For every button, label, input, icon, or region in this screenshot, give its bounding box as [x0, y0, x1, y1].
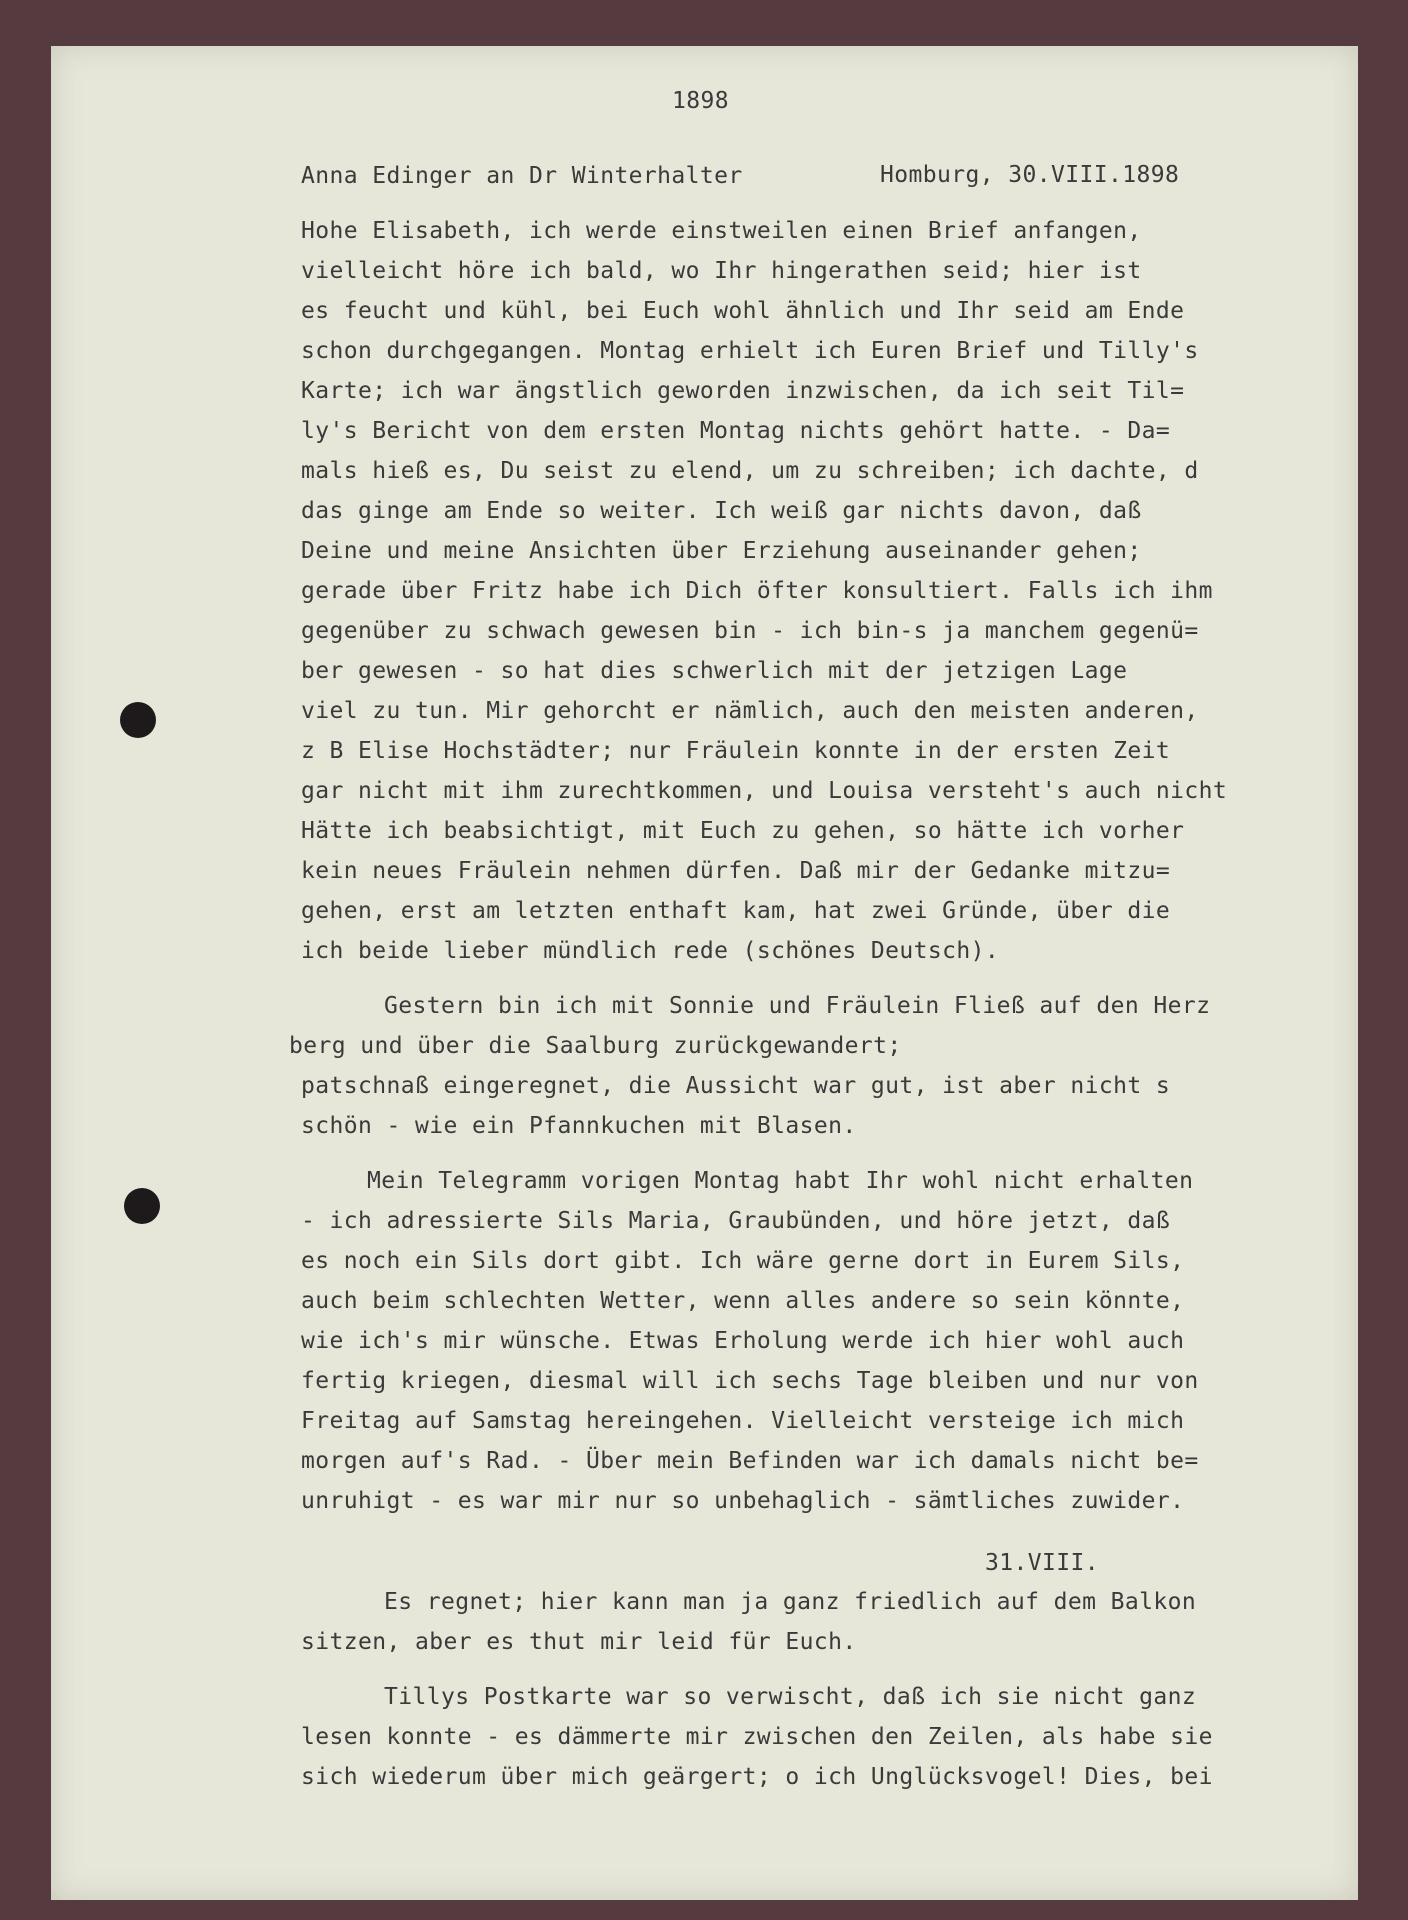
text-line: Freitag auf Samstag hereingehen. Vielleicht versteige ich mich — [301, 1408, 1185, 1434]
text-line: sich wiederum über mich geärgert; o ich Unglücksvogel! Dies, bei — [301, 1764, 1213, 1790]
text-line: auch beim schlechten Wetter, wenn alles andere so sein könnte, — [301, 1288, 1185, 1314]
page-year: 1898 — [672, 88, 729, 114]
text-line: kein neues Fräulein nehmen dürfen. Daß mir der Gedanke mitzu= — [301, 858, 1171, 884]
text-line: patschnaß eingeregnet, die Aussicht war gut, ist aber nicht s — [301, 1073, 1171, 1099]
entry-date: 31.VIII. — [985, 1550, 1099, 1576]
text-line: lesen konnte - es dämmerte mir zwischen den Zeilen, als habe sie — [301, 1724, 1213, 1750]
text-line: berg und über die Saalburg zurückgewandert; — [289, 1033, 902, 1059]
text-line: gar nicht mit ihm zurechtkommen, und Louisa versteht's auch nicht — [301, 778, 1228, 804]
text-line: Hohe Elisabeth, ich werde einstweilen einen Brief anfangen, — [301, 218, 1142, 244]
punch-hole — [120, 702, 156, 738]
text-line: ly's Bericht von dem ersten Montag nichts gehört hatte. - Da= — [301, 418, 1171, 444]
text-line: das ginge am Ende so weiter. Ich weiß gar nichts davon, daß — [301, 498, 1142, 524]
text-line: morgen auf's Rad. - Über mein Befinden war ich damals nicht be= — [301, 1448, 1199, 1474]
text-line: viel zu tun. Mir gehorcht er nämlich, auch den meisten anderen, — [301, 698, 1199, 724]
text-line: gerade über Fritz habe ich Dich öfter konsultiert. Falls ich ihm — [301, 578, 1213, 604]
document-page — [51, 46, 1358, 1900]
text-line: gegenüber zu schwach gewesen bin - ich bin-s ja manchem gegenü= — [301, 618, 1199, 644]
text-line: Es regnet; hier kann man ja ganz friedlich auf dem Balkon — [384, 1589, 1197, 1615]
text-line: ber gewesen - so hat dies schwerlich mit der jetzigen Lage — [301, 658, 1128, 684]
letter-heading-sender: Anna Edinger an Dr Winterhalter — [301, 163, 743, 189]
punch-hole — [124, 1188, 160, 1224]
text-line: sitzen, aber es thut mir leid für Euch. — [301, 1629, 857, 1655]
text-line: unruhigt - es war mir nur so unbehaglich - sämtliches zuwider. — [301, 1488, 1185, 1514]
text-line: - ich adressierte Sils Maria, Graubünden, und höre jetzt, daß — [301, 1208, 1171, 1234]
text-line: Karte; ich war ängstlich geworden inzwischen, da ich seit Til= — [301, 378, 1185, 404]
text-line: fertig kriegen, diesmal will ich sechs Tage bleiben und nur von — [301, 1368, 1199, 1394]
letter-heading-place-date: Homburg, 30.VIII.1898 — [880, 162, 1180, 188]
text-line: schön - wie ein Pfannkuchen mit Blasen. — [301, 1113, 857, 1139]
text-line: es feucht und kühl, bei Euch wohl ähnlich und Ihr seid am Ende — [301, 298, 1185, 324]
text-line: wie ich's mir wünsche. Etwas Erholung werde ich hier wohl auch — [301, 1328, 1185, 1354]
text-line: Mein Telegramm vorigen Montag habt Ihr wohl nicht erhalten — [367, 1168, 1194, 1194]
text-line: gehen, erst am letzten enthaft kam, hat zwei Gründe, über die — [301, 898, 1171, 924]
text-line: ich beide lieber mündlich rede (schönes Deutsch). — [301, 938, 1000, 964]
text-line: schon durchgegangen. Montag erhielt ich Euren Brief und Tilly's — [301, 338, 1199, 364]
text-line: mals hieß es, Du seist zu elend, um zu schreiben; ich dachte, d — [301, 458, 1199, 484]
text-line: Deine und meine Ansichten über Erziehung auseinander gehen; — [301, 538, 1142, 564]
text-line: es noch ein Sils dort gibt. Ich wäre gerne dort in Eurem Sils, — [301, 1248, 1185, 1274]
text-line: vielleicht höre ich bald, wo Ihr hingerathen seid; hier ist — [301, 258, 1142, 284]
text-line: Gestern bin ich mit Sonnie und Fräulein Fließ auf den Herz — [384, 993, 1211, 1019]
text-line: z B Elise Hochstädter; nur Fräulein konnte in der ersten Zeit — [301, 738, 1171, 764]
text-line: Tillys Postkarte war so verwischt, daß ich sie nicht ganz — [384, 1684, 1197, 1710]
text-line: Hätte ich beabsichtigt, mit Euch zu gehen, so hätte ich vorher — [301, 818, 1185, 844]
